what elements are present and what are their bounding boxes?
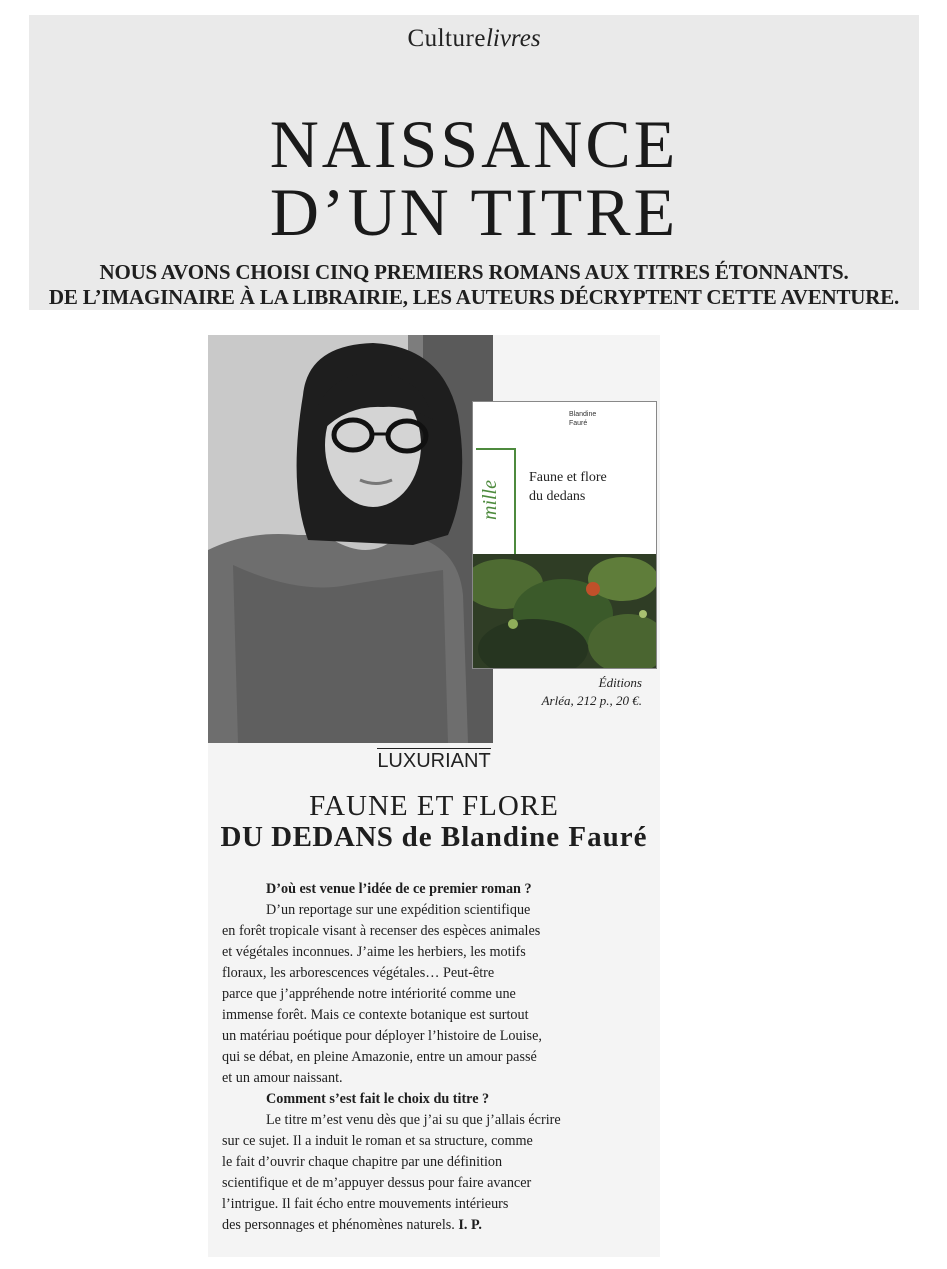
rubric-livres: livres: [485, 25, 541, 52]
intro-text: [9, 260, 939, 310]
page-title-line1: NAISSANCE: [269, 106, 679, 182]
book-cover-title-line1: Faune et flore: [529, 470, 607, 485]
intro-line1: NOUS AVONS CHOISI CINQ PREMIERS ROMANS AUX TITRES ÉTONNANTS.: [99, 260, 849, 284]
book-caption: [542, 674, 642, 710]
book-cover: [472, 401, 657, 669]
text-line: floraux, les arborescences végétales… Peut-être: [222, 965, 495, 981]
book-cover-jungle-illustration: [473, 554, 657, 669]
text-line: parce que j’appréhende notre intériorité comme une: [222, 986, 516, 1002]
intro-line2: DE L’IMAGINAIRE À LA LIBRAIRIE, LES AUTEURS DÉCRYPTENT CETTE AVENTURE.: [48, 285, 900, 309]
text-line: sur ce sujet. Il a induit le roman et sa structure, comme: [222, 1133, 533, 1149]
question-2: Comment s’est fait le choix du titre ?: [266, 1091, 490, 1107]
question-1: D’où est venue l’idée de ce premier roman ?: [266, 881, 532, 897]
text-line: qui se débat, en pleine Amazonie, entre un amour passé: [222, 1049, 537, 1065]
text-line: scientifique et de m’appuyer dessus pour faire avancer: [222, 1175, 532, 1191]
answer-1: [222, 900, 652, 1089]
text-line: des personnages et phénomènes naturels. I. P.: [222, 1217, 482, 1233]
book-cover-collection: mille: [479, 480, 501, 520]
book-heading-author: de Blandine Fauré: [393, 821, 648, 853]
text-line: l’intrigue. Il fait écho entre mouvements intérieurs: [222, 1196, 509, 1212]
book-cover-title: [529, 468, 607, 506]
page-title: [29, 106, 919, 250]
author-photo: [208, 335, 493, 743]
text-line: en forêt tropicale visant à recenser des espèces animales: [222, 923, 541, 939]
text-line: le fait d’ouvrir chaque chapitre par une définition: [222, 1154, 503, 1170]
book-caption-publisher: Éditions: [598, 675, 642, 690]
category-label-text: LUXURIANT: [377, 750, 491, 772]
answer-2: [222, 1110, 652, 1236]
rubric-culture: Culture: [407, 25, 486, 52]
text-line: Le titre m’est venu dès que j’ai su que j’allais écrire: [266, 1112, 561, 1128]
header-band: [29, 15, 919, 310]
book-caption-details: Arléa, 212 p., 20 €.: [541, 693, 642, 708]
interview-body: [222, 879, 652, 1236]
text-line: et végétales inconnues. J’aime les herbiers, les motifs: [222, 944, 526, 960]
text-line: D’un reportage sur une expédition scientifique: [266, 902, 531, 918]
category-label: [208, 750, 660, 773]
book-heading: [208, 791, 660, 853]
section-rubric: [29, 25, 919, 53]
article-card: [208, 335, 660, 1257]
text-line: immense forêt. Mais ce contexte botanique est surtout: [222, 1007, 529, 1023]
book-cover-title-line2: du dedans: [529, 489, 586, 504]
text-line: et un amour naissant.: [222, 1070, 343, 1086]
book-cover-author-line2: Fauré: [569, 420, 588, 427]
book-heading-line1: FAUNE ET FLORE: [309, 790, 559, 822]
book-cover-author-line1: Blandine: [569, 411, 597, 418]
text-line: un matériau poétique pour déployer l’histoire de Louise,: [222, 1028, 542, 1044]
book-cover-author: [569, 410, 596, 428]
book-heading-title-part: DU DEDANS: [220, 821, 394, 853]
page-title-line2: D’UN TITRE: [269, 174, 679, 250]
signature: I. P.: [458, 1217, 482, 1233]
